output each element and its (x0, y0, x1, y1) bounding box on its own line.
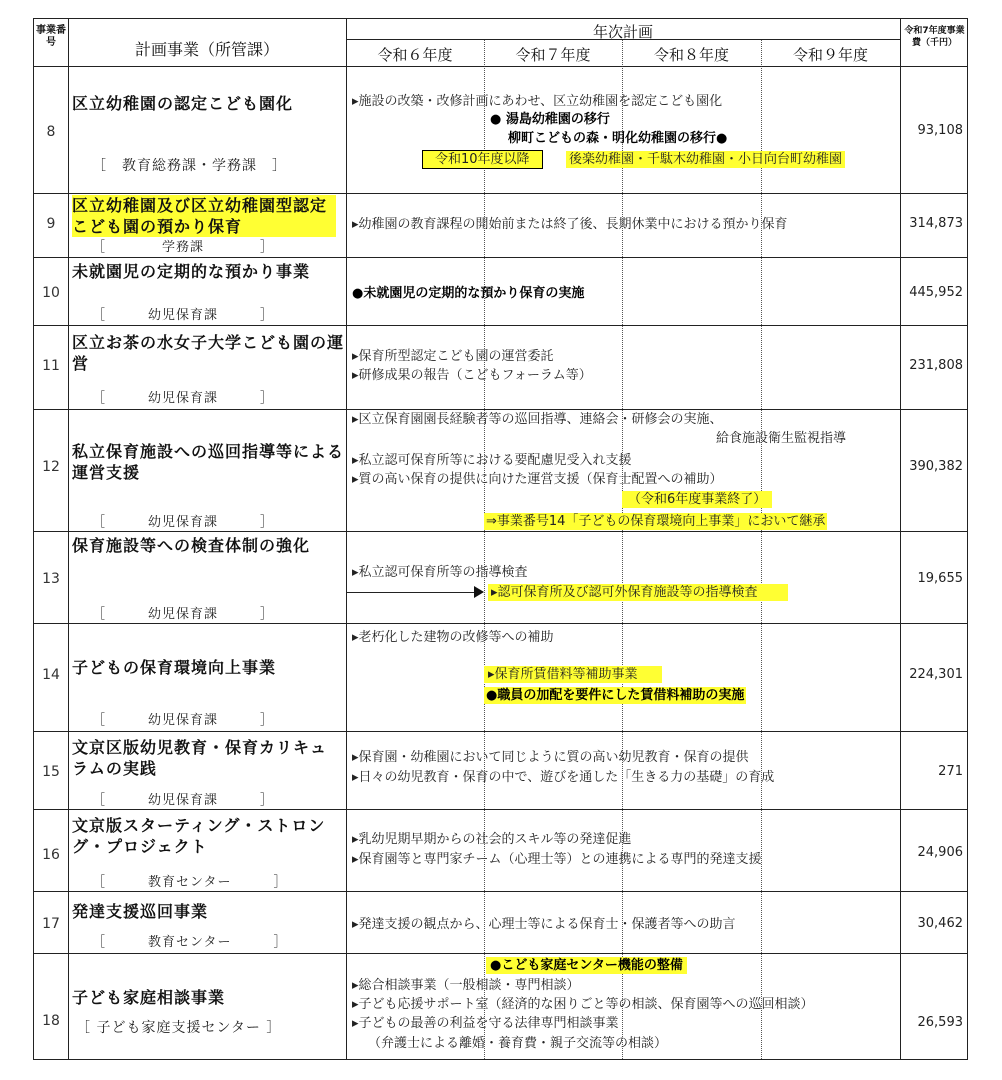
project-cost: 24,906 (917, 845, 963, 860)
row-divider (34, 66, 967, 67)
plan-line: ▸日々の幼児教育・保育の中で、遊びを通した「生きる力の基礎」の育成 (352, 770, 775, 785)
project-dept: ［ 幼児保育課 ］ (92, 713, 275, 728)
plan-highlight: （令和6年度事業終了） (622, 491, 772, 508)
project-no: 9 (46, 216, 56, 232)
plan-line: ▸区立保育園園長経験者等の巡回指導、連絡会・研修会の実施、 (352, 412, 723, 427)
project-no: 13 (42, 571, 60, 587)
plan-line: ▸研修成果の報告（こどもフォーラム等） (352, 368, 592, 383)
project-cost: 19,655 (917, 571, 963, 586)
project-no: 8 (46, 124, 56, 140)
col-divider (346, 19, 347, 1059)
project-dept: ［ 幼児保育課 ］ (92, 793, 275, 808)
col-divider (900, 19, 901, 1059)
plan-highlight: ▸保育所賃借料等補助事業 (484, 666, 662, 683)
project-dept: ［ 幼児保育課 ］ (92, 515, 275, 530)
project-name: 区立幼稚園の認定こども園化 (72, 94, 294, 113)
project-name: 保育施設等への検査体制の強化 (72, 536, 311, 555)
arrow-head-icon (474, 586, 484, 598)
project-dept: ［ 教育センター ］ (92, 875, 288, 890)
plan-line: （弁護士による離婚・養育費・親子交流等の相談） (368, 1036, 668, 1051)
project-cost: 224,301 (909, 667, 963, 682)
project-no: 16 (42, 847, 60, 863)
project-cost: 314,873 (909, 216, 963, 231)
project-dept: ［ 幼児保育課 ］ (92, 391, 275, 406)
project-name: 発達支援巡回事業 (72, 902, 209, 921)
plan-line: ▸子ども応援サポート室（経済的な困りごと等の相談、保育園等への巡回相談） (352, 997, 814, 1012)
plan-line: 給食施設衛生監視指導 (716, 431, 847, 446)
row-divider (34, 531, 967, 532)
plan-line: ▸私立認可保育所等における要配慮児受入れ支援 (352, 453, 632, 468)
row-divider (34, 623, 967, 624)
header-year: 令和９年度 (792, 46, 868, 64)
project-name: 未就園児の定期的な預かり事業 (72, 262, 311, 281)
col-divider (68, 19, 69, 1059)
row-divider (34, 325, 967, 326)
plan-line: ▸総合相談事業（一般相談・専門相談） (352, 978, 580, 993)
plan-highlight: ●職員の加配を要件にした賃借料補助の実施 (486, 688, 745, 703)
project-no: 10 (42, 285, 60, 301)
project-name: 子ども家庭相談事業 (72, 988, 226, 1007)
header-cost: 令和7年度事業費（千円） (904, 26, 965, 48)
project-dept: ［ 幼児保育課 ］ (92, 308, 275, 323)
plan-milestone: 柳町こどもの森・明化幼稚園の移行● (508, 131, 728, 146)
plan-milestone: ●未就園児の定期的な預かり保育の実施 (352, 286, 585, 301)
project-cost: 231,808 (909, 358, 963, 373)
plan-line: ▸私立認可保育所等の指導検査 (352, 565, 528, 580)
header-no: 事業番号 (36, 25, 66, 48)
row-divider (34, 731, 967, 732)
project-cost: 93,108 (917, 123, 963, 138)
plan-line: ▸保育園・幼稚園において同じように質の高い幼児教育・保育の提供 (352, 750, 749, 765)
row-divider (34, 257, 967, 258)
year-divider (761, 39, 762, 1059)
row-divider (34, 891, 967, 892)
project-no: 14 (42, 667, 60, 683)
plan-line: ▸幼稚園の教育課程の開始前または終了後、長期休業中における預かり保育 (352, 217, 788, 232)
header-year: 令和７年度 (515, 46, 591, 64)
header-divider (346, 39, 900, 40)
project-cost: 26,593 (917, 1015, 963, 1030)
plan-highlight: ▸認可保育所及び認可外保育施設等の指導検査 (488, 584, 788, 601)
plan-line: ▸質の高い保育の提供に向けた運営支援（保育士配置への補助） (352, 472, 723, 487)
plan-line: ▸子どもの最善の利益を守る法律専門相談事業 (352, 1016, 619, 1031)
plan-line: ▸施設の改築・改修計画にあわせ、区立幼稚園を認定こども園化 (352, 94, 723, 109)
project-no: 15 (42, 764, 60, 780)
project-dept: ［ 幼児保育課 ］ (92, 607, 275, 622)
plan-line: ▸乳幼児期早期からの社会的スキル等の発達促進 (352, 832, 632, 847)
project-no: 18 (42, 1013, 60, 1029)
arrow-line (346, 592, 480, 593)
project-name: 私立保育施設への巡回指導等による運営支援 (72, 442, 345, 482)
plan-line: ▸発達支援の観点から、心理士等による保育士・保護者等への助言 (352, 917, 736, 932)
row-divider (34, 953, 967, 954)
header-project: 計画事業（所管課） (134, 40, 279, 59)
plan-line: ▸老朽化した建物の改修等への補助 (352, 630, 554, 645)
year-divider (622, 39, 623, 1059)
project-name: 文京版スターティング・ストロング・プロジェクト (72, 816, 326, 856)
plan-highlight: ●こども家庭センター機能の整備 (486, 957, 687, 974)
plan-milestone: ● 湯島幼稚園の移行 (490, 112, 610, 127)
project-name: 子どもの保育環境向上事業 (72, 658, 277, 677)
plan-table (33, 18, 968, 1060)
plan-highlight: 令和10年度以降 (422, 150, 543, 169)
project-cost: 390,382 (909, 459, 963, 474)
header-year: 令和６年度 (377, 46, 453, 64)
project-dept: ［ 教育センター ］ (92, 935, 288, 950)
project-dept: ［ 学務課 ］ (92, 240, 275, 255)
project-cost: 271 (938, 764, 963, 779)
year-divider (484, 39, 485, 1059)
header-annual-plan: 年次計画 (592, 23, 653, 41)
plan-highlight: ⇒事業番号14「子どもの保育環境向上事業」において継承 (486, 514, 826, 529)
plan-line: ▸保育所型認定こども園の運営委託 (352, 349, 554, 364)
project-no: 12 (42, 459, 60, 475)
project-dept: ［ 子ども家庭支援センター ］ (76, 1020, 282, 1036)
project-name: 区立幼稚園及び区立幼稚園型認定こども園の預かり保育 (72, 195, 336, 237)
project-name: 文京区版幼児教育・保育カリキュラムの実践 (72, 738, 328, 778)
project-cost: 445,952 (909, 285, 963, 300)
plan-line: ▸保育園等と専門家チーム（心理士等）との連携による専門的発達支援 (352, 852, 762, 867)
project-no: 11 (42, 358, 60, 374)
row-divider (34, 809, 967, 810)
row-divider (34, 409, 967, 410)
header-year: 令和８年度 (653, 46, 729, 64)
project-cost: 30,462 (917, 916, 963, 931)
project-dept: ［ 教育総務課・学務課 ］ (92, 158, 287, 174)
plan-highlight: 後楽幼稚園・千駄木幼稚園・小日向台町幼稚園 (566, 151, 845, 168)
row-divider (34, 193, 967, 194)
project-name: 区立お茶の水女子大学こども園の運営 (72, 333, 345, 373)
project-no: 17 (42, 916, 60, 932)
